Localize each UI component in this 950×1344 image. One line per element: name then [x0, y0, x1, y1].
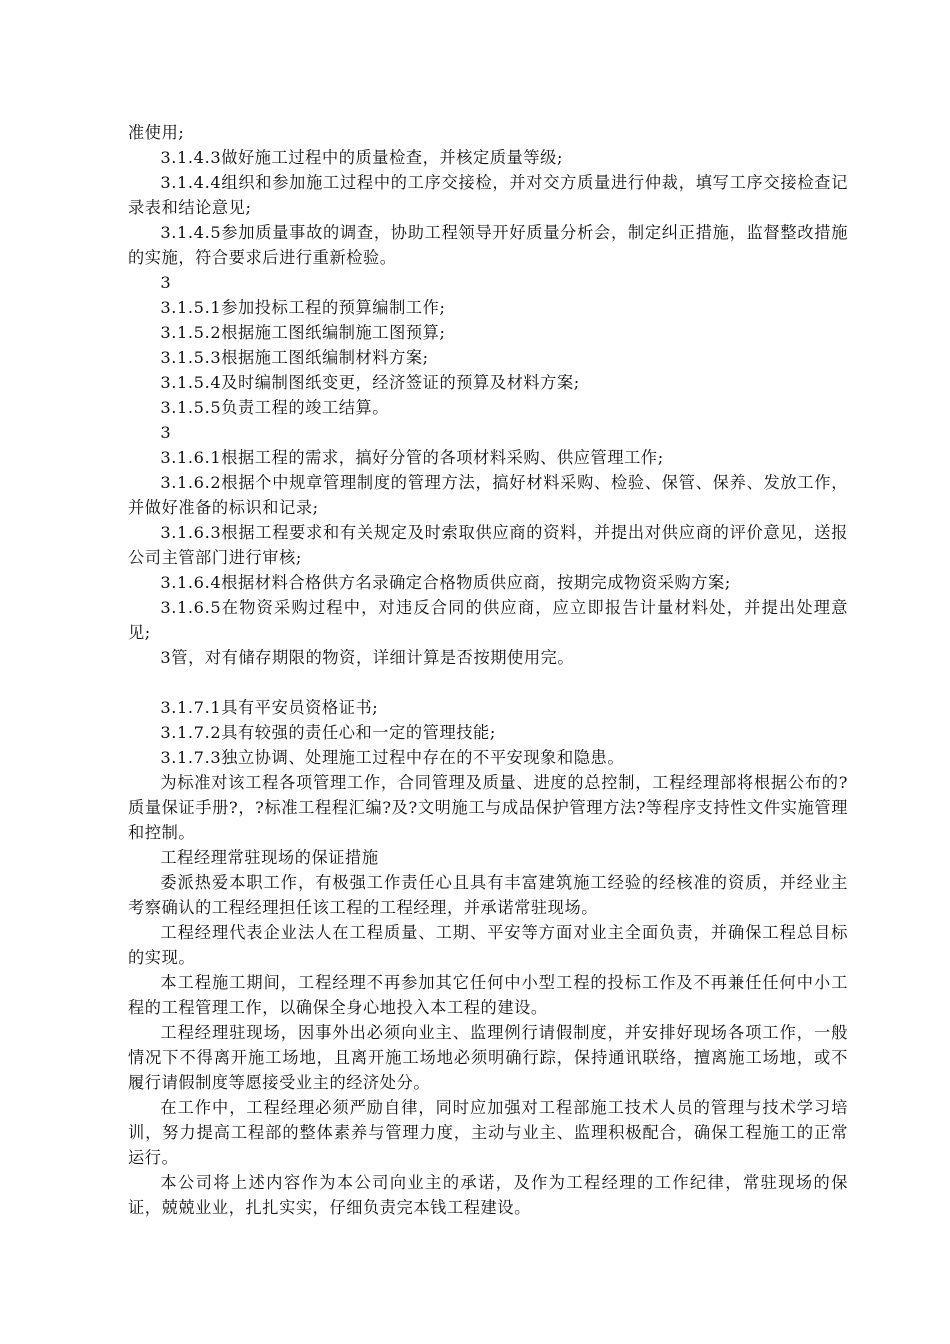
paragraph: 工程经理代表企业法人在工程质量、工期、平安等方面对业主全面负责，并确保工程总目标的实现。 [128, 923, 848, 967]
paragraph: 3.1.6.2根据个中规章管理制度的管理方法，搞好材料采购、检验、保管、保养、发放工作，并做好准备的标识和记录; [128, 473, 848, 517]
paragraph: 3.1.4.4组织和参加施工过程中的工序交接检，并对交方质量进行仲裁，填写工序交接检查记录表和结论意见; [128, 173, 848, 217]
paragraph: 3.1.7.3独立协调、处理施工过程中存在的不平安现象和隐患。 [160, 748, 625, 767]
paragraph: 3 [160, 273, 172, 292]
paragraph: 委派热爱本职工作，有极强工作责任心且具有丰富建筑施工经验的经核准的资质，并经业主考察确认的工程经理担任该工程的工程经理，并承诺常驻现场。 [128, 873, 848, 917]
blank-line [128, 670, 848, 695]
paragraph: 3.1.5.3根据施工图纸编制材料方案; [160, 348, 429, 367]
paragraph: 准使用; [128, 123, 185, 142]
paragraph: 工程经理常驻现场的保证措施 [160, 848, 379, 867]
document-body [128, 120, 848, 1220]
paragraph: 3.1.5.4及时编制图纸变更，经济签证的预算及材料方案; [160, 373, 580, 392]
paragraph: 本公司将上述内容作为本公司向业主的承诺，及作为工程经理的工作纪律，常驻现场的保证，兢兢业业，扎扎实实，仔细负责完本钱工程建设。 [128, 1173, 848, 1217]
paragraph: 3.1.7.2具有较强的责任心和一定的管理技能; [160, 723, 496, 742]
paragraph: 3.1.6.3根据工程要求和有关规定及时索取供应商的资料，并提出对供应商的评价意见，送报公司主管部门进行审核; [128, 523, 848, 567]
paragraph: 为标准对该工程各项管理工作，合同管理及质量、进度的总控制，工程经理部将根据公布的?质量保证手册?，?标准工程程汇编?及?文明施工与成品保护管理方法?等程序支持性文件实施管理和控制。 [128, 773, 848, 842]
paragraph: 3.1.4.5参加质量事故的调查，协助工程领导开好质量分析会，制定纠正措施，监督整改措施的实施，符合要求后进行重新检验。 [128, 223, 848, 267]
paragraph: 3.1.6.4根据材料合格供方名录确定合格物质供应商，按期完成物资采购方案; [160, 573, 731, 592]
paragraph: 3.1.6.5在物资采购过程中，对违反合同的供应商，应立即报告计量材料处，并提出处理意见; [128, 598, 848, 642]
paragraph: 3.1.6.1根据工程的需求，搞好分管的各项材料采购、供应管理工作; [160, 448, 664, 467]
paragraph: 3.1.5.2根据施工图纸编制施工图预算; [160, 323, 446, 342]
paragraph: 在工作中，工程经理必须严励自律，同时应加强对工程部施工技术人员的管理与技术学习培训，努力提高工程部的整体素养与管理力度，主动与业主、监理积极配合，确保工程施工的正常运行。 [128, 1098, 848, 1167]
paragraph: 3.1.5.1参加投标工程的预算编制工作; [160, 298, 446, 317]
paragraph: 3.1.7.1具有平安员资格证书; [160, 698, 379, 717]
paragraph: 本工程施工期间，工程经理不再参加其它任何中小型工程的投标工作及不再兼任任何中小工程的工程管理工作，以确保全身心地投入本工程的建设。 [128, 973, 848, 1017]
paragraph: 工程经理驻现场，因事外出必须向业主、监理例行请假制度，并安排好现场各项工作，一般情况下不得离开施工场地，且离开施工场地必须明确行踪，保持通讯联络，擅离施工场地，或不履行请假制度等愿接受业主的经济处分。 [128, 1023, 848, 1092]
paragraph: 3 [160, 423, 172, 442]
paragraph: 3.1.4.3做好施工过程中的质量检查，并核定质量等级; [160, 148, 564, 167]
paragraph: 3.1.5.5负责工程的竣工结算。 [160, 398, 390, 417]
paragraph: 3管，对有储存期限的物资，详细计算是否按期使用完。 [160, 648, 575, 667]
